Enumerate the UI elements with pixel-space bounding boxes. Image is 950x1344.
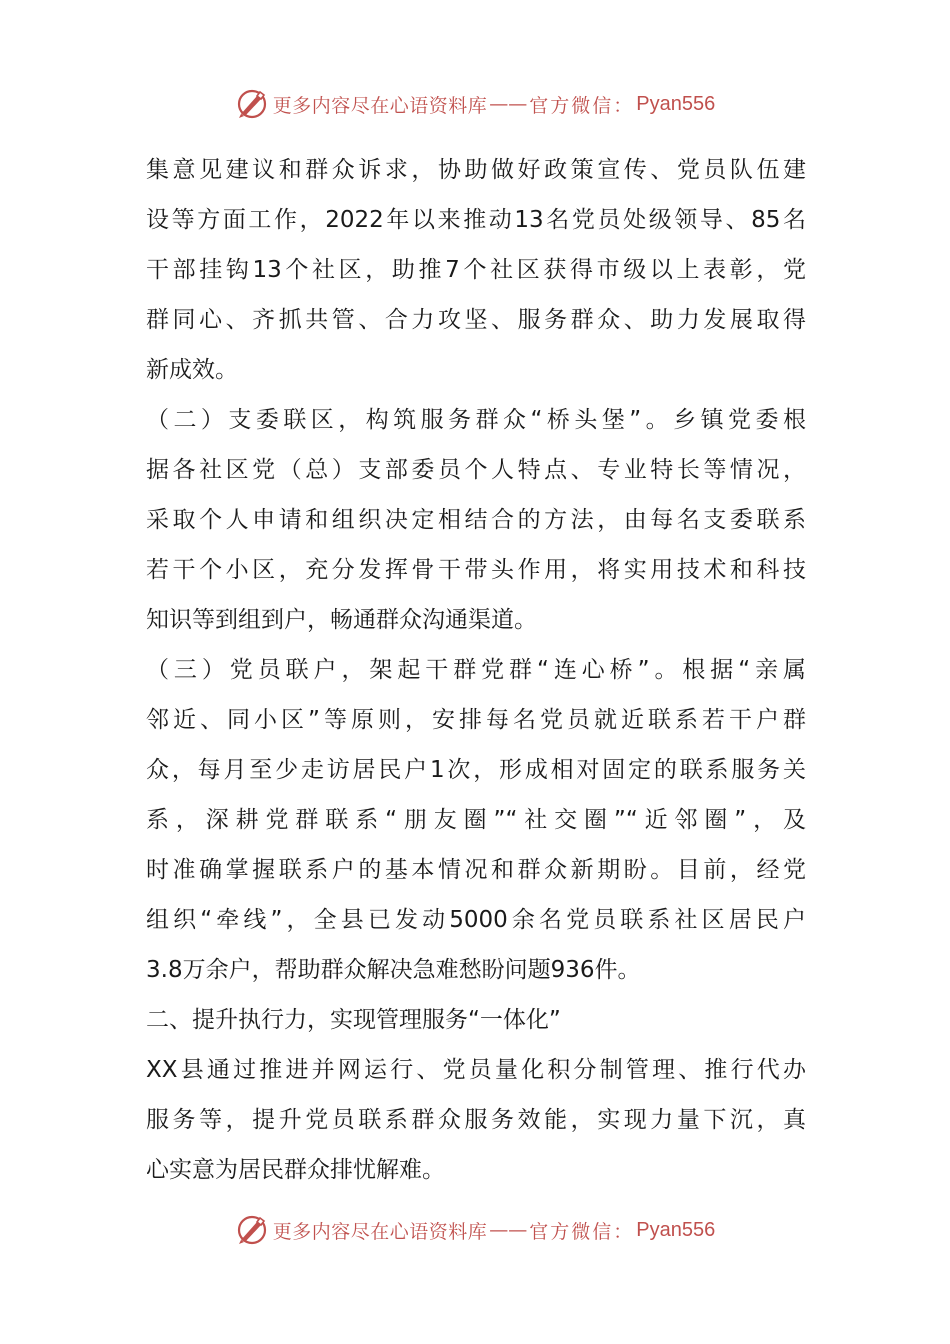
text-line: 时准确掌握联系户的基本情况和群众新期盼。目前，经党 [146, 857, 806, 883]
text-line: 若干个小区，充分发挥骨干带头作用，将实用技术和科技 [146, 557, 806, 583]
banner-text: 更多内容尽在心语资料库 [272, 1220, 488, 1243]
text-line: （二）支委联区，构筑服务群众“桥头堡”。乡镇党委根 [146, 407, 806, 433]
para-intro-continued [146, 145, 806, 395]
text-line: 新成效。 [146, 357, 238, 383]
banner-label: 官方微信： [529, 94, 635, 117]
text-line: XX县通过推进并网运行、党员量化积分制管理、推行代办 [146, 1057, 806, 1083]
text-line: 采取个人申请和组织决定相结合的方法，由每名支委联系 [146, 507, 806, 533]
text-line: 系，深耕党群联系“朋友圈”“社交圈”“近邻圈”，及 [146, 807, 806, 833]
banner-wechat-id: Pyan556 [636, 92, 716, 115]
text-line: 众，每月至少走访居民户1次，形成相对固定的联系服务关 [146, 757, 806, 783]
text-line: 群同心、齐抓共管、合力攻坚、服务群众、助力发展取得 [146, 307, 806, 333]
banner-separator: —— [489, 1219, 528, 1241]
pen-logo-icon [235, 1213, 269, 1247]
footer-watermark-banner [0, 1210, 950, 1250]
banner-wechat-id: Pyan556 [636, 1218, 716, 1241]
para-section-2 [146, 395, 806, 645]
text-line: 组织“牵线”，全县已发动5000余名党员联系社区居民户 [146, 907, 806, 933]
text-line: 据各社区党（总）支部委员个人特点、专业特长等情况， [146, 457, 806, 483]
text-line: 3.8万余户，帮助群众解决急难愁盼问题936件。 [146, 957, 641, 983]
text-line: 知识等到组到户，畅通群众沟通渠道。 [146, 607, 537, 633]
text-line: 干部挂钩13个社区，助推7个社区获得市级以上表彰，党 [146, 257, 806, 283]
banner-text: 更多内容尽在心语资料库 [272, 94, 488, 117]
header-watermark-banner [0, 84, 950, 124]
text-line: （三）党员联户，架起干群党群“连心桥”。根据“亲属 [146, 657, 806, 683]
text-line: 心实意为居民群众排忧解难。 [146, 1157, 445, 1183]
text-line: 二、提升执行力，实现管理服务“一体化” [146, 1007, 561, 1033]
document-body [146, 145, 806, 1195]
banner-separator: —— [489, 93, 528, 115]
para-part-2-intro [146, 1045, 806, 1195]
heading-part-2 [146, 995, 806, 1045]
text-line: 集意见建议和群众诉求，协助做好政策宣传、党员队伍建 [146, 157, 806, 183]
text-line: 服务等，提升党员联系群众服务效能，实现力量下沉，真 [146, 1107, 806, 1133]
text-line: 设等方面工作，2022年以来推动13名党员处级领导、85名 [146, 207, 806, 233]
banner-label: 官方微信： [529, 1220, 635, 1243]
text-line: 邻近、同小区”等原则，安排每名党员就近联系若干户群 [146, 707, 806, 733]
pen-logo-icon [235, 87, 269, 121]
para-section-3 [146, 645, 806, 995]
